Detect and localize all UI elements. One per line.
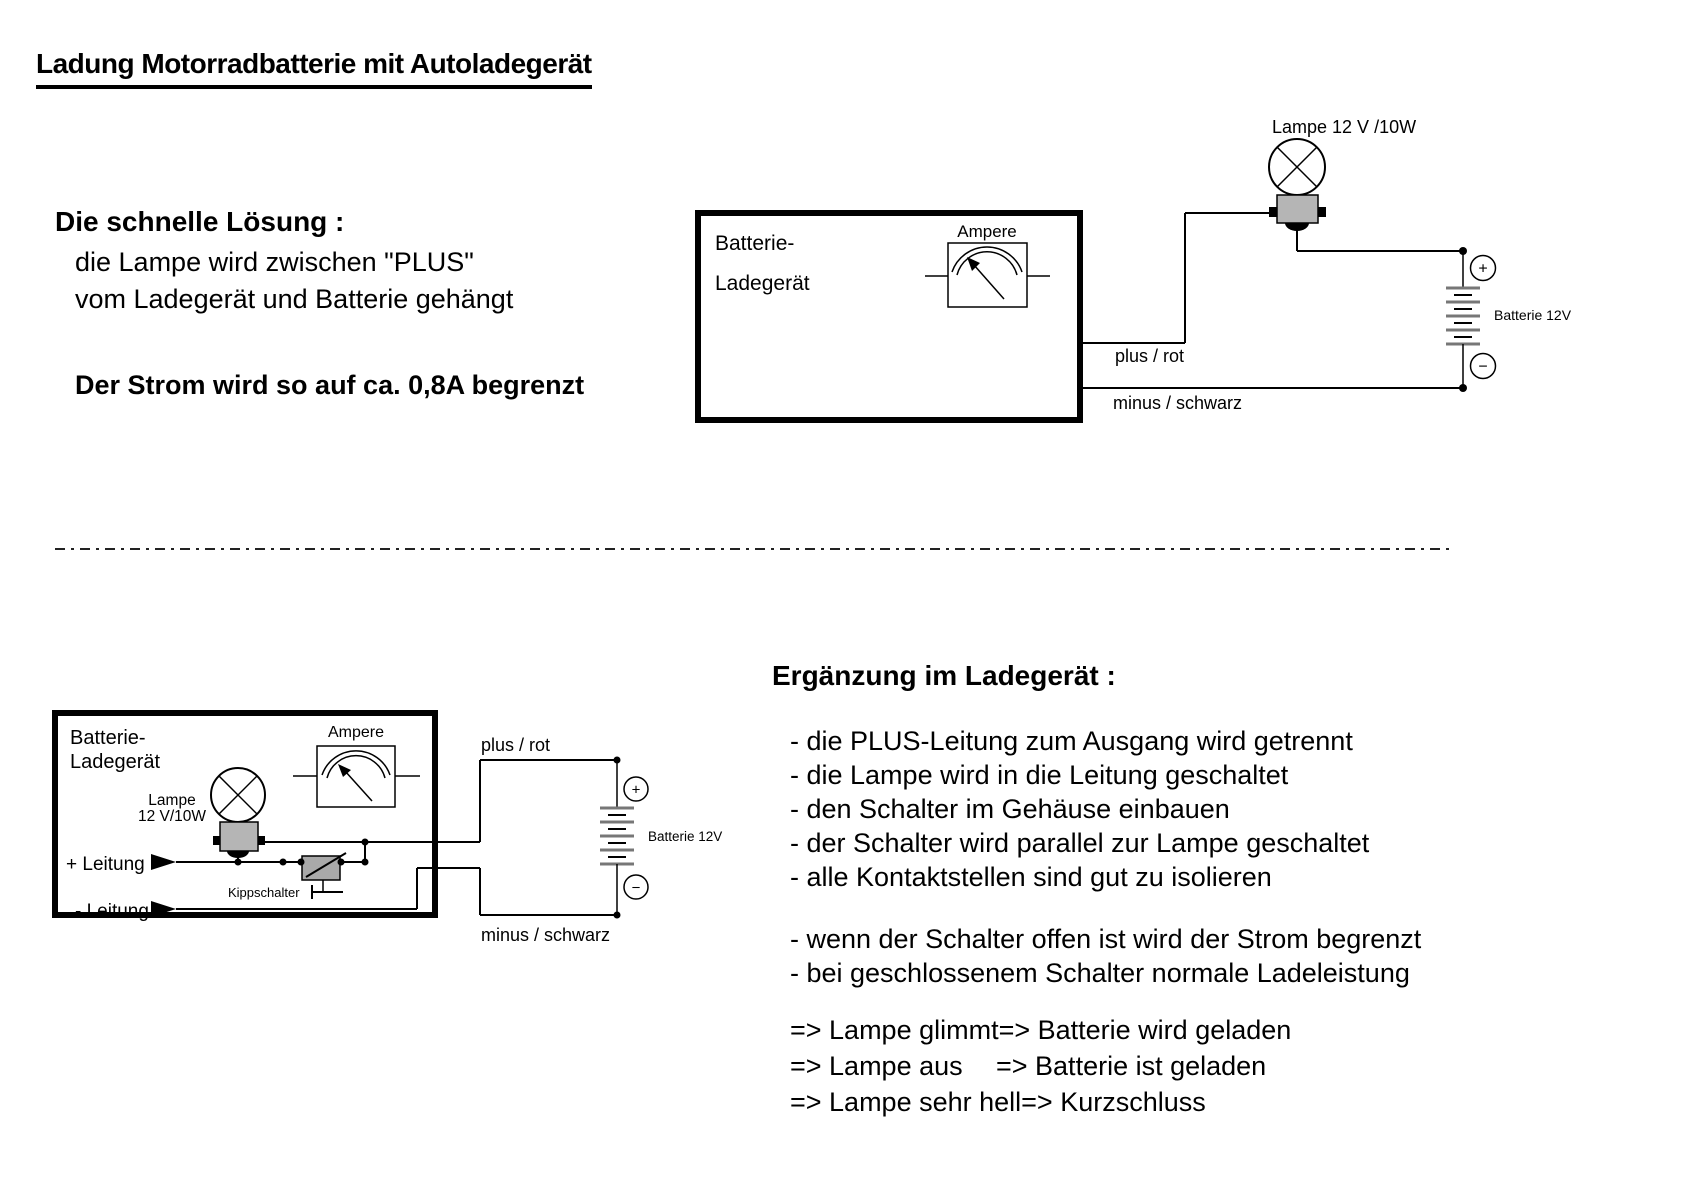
result-row <box>790 1048 1291 1084</box>
junction-dot <box>362 859 369 866</box>
charger2-label-line1: Batterie- <box>70 727 146 749</box>
lamp-socket <box>1277 195 1318 223</box>
list-item: - die Lampe wird in die Leitung geschaltet <box>790 760 1289 790</box>
list-item: - der Schalter wird parallel zur Lampe geschaltet <box>790 828 1370 858</box>
result-outcome: => Batterie ist geladen <box>996 1051 1267 1081</box>
plus-wire-label-2: plus / rot <box>481 735 551 755</box>
charger2-label-line2: Ladegerät <box>70 751 161 773</box>
quick-solution-heading: Die schnelle Lösung : <box>55 206 345 237</box>
list-item: - wenn der Schalter offen ist wird der Strom begrenzt <box>790 924 1422 954</box>
supplement-list-2 <box>790 922 1421 990</box>
charger-label-line1: Batterie- <box>715 232 795 255</box>
lamp <box>1269 117 1416 231</box>
battery2-label: Batterie 12V <box>648 829 723 844</box>
toggle-switch <box>228 853 346 900</box>
list-item: - die PLUS-Leitung zum Ausgang wird getrennt <box>790 726 1353 756</box>
plus-wire-label: plus / rot <box>1115 346 1185 366</box>
body-line-2: vom Ladegerät und Batterie gehängt <box>75 284 514 314</box>
ammeter2-label: Ampere <box>327 724 385 741</box>
list-item: - alle Kontaktstellen sind gut zu isolieren <box>790 862 1272 892</box>
junction-dot <box>614 912 621 919</box>
result-condition: => Lampe sehr hell <box>790 1087 1022 1117</box>
ammeter-scale-inner <box>957 252 1017 275</box>
lamp2-label-line2: 12 V/10W <box>137 808 207 825</box>
minus-input-label: - Leitung <box>75 901 149 922</box>
minus-terminal-sign: − <box>1478 358 1488 376</box>
top-circuit-diagram <box>640 100 1600 430</box>
lamp2-tab-right <box>258 836 265 845</box>
ammeter2-scale-outer <box>322 751 390 775</box>
result-table <box>790 1012 1291 1120</box>
ammeter-scale-outer <box>952 247 1022 272</box>
lamp2-label-line1: Lampe <box>148 792 196 809</box>
battery-2 <box>600 757 722 919</box>
minus-wire-label-2: minus / schwarz <box>481 925 611 945</box>
ammeter <box>925 222 1050 307</box>
minus-terminal-sign-2: − <box>631 879 641 897</box>
list-item: - den Schalter im Gehäuse einbauen <box>790 794 1230 824</box>
lamp-tab-right <box>1318 207 1326 217</box>
junction-dot <box>235 859 242 866</box>
charger-label-line2: Ladegerät <box>715 272 810 295</box>
minus-input <box>75 901 176 922</box>
charger-box <box>698 213 1080 420</box>
junction-dot <box>280 859 287 866</box>
result-row <box>790 1012 1291 1048</box>
battery-label: Batterie 12V <box>1494 307 1572 323</box>
list-item: - bei geschlossenem Schalter normale Ladeleistung <box>790 958 1410 988</box>
battery <box>1446 247 1572 392</box>
bottom-circuit-diagram <box>40 680 760 960</box>
plus-terminal-sign: + <box>1478 260 1488 278</box>
ammeter-needle <box>974 265 1004 299</box>
lamp-tab-left <box>1269 207 1277 217</box>
lamp2-contact <box>227 851 249 858</box>
plus-input-label: + Leitung <box>66 854 145 875</box>
minus-wire-label: minus / schwarz <box>1113 393 1243 413</box>
section-divider <box>55 548 1453 550</box>
junction-dot <box>1459 384 1467 392</box>
body-line-1: die Lampe wird zwischen "PLUS" <box>75 247 474 277</box>
supplement-list-1 <box>790 724 1369 894</box>
lamp2-socket <box>220 822 258 851</box>
lamp-contact <box>1285 223 1309 231</box>
quick-solution-body <box>75 244 513 318</box>
junction-dot <box>298 859 305 866</box>
result-outcome: => Batterie wird geladen <box>998 1015 1292 1045</box>
junction-dot <box>362 839 369 846</box>
ammeter-label: Ampere <box>957 222 1017 241</box>
junction-dot <box>338 859 345 866</box>
plus-input-arrow-icon <box>151 854 176 870</box>
supplement-heading: Ergänzung im Ladegerät : <box>772 660 1116 691</box>
ammeter2-needle <box>345 771 372 801</box>
ammeter2-scale-inner <box>327 756 385 778</box>
result-condition: => Lampe aus <box>790 1051 963 1081</box>
lamp-2 <box>138 768 265 858</box>
result-row <box>790 1084 1291 1120</box>
lamp-label: Lampe 12 V /10W <box>1272 117 1417 137</box>
switch-label: Kippschalter <box>228 885 300 900</box>
result-condition: => Lampe glimmt <box>790 1015 999 1045</box>
plus-terminal-sign-2: + <box>631 781 641 799</box>
ammeter-2 <box>293 724 420 807</box>
result-outcome: => Kurzschluss <box>1021 1087 1206 1117</box>
ammeter-body <box>948 243 1027 307</box>
page-title: Ladung Motorradbatterie mit Autoladegerät <box>36 48 592 89</box>
lamp2-tab-left <box>213 836 220 845</box>
current-limit-note: Der Strom wird so auf ca. 0,8A begrenzt <box>75 370 585 400</box>
plus-input <box>66 854 176 875</box>
